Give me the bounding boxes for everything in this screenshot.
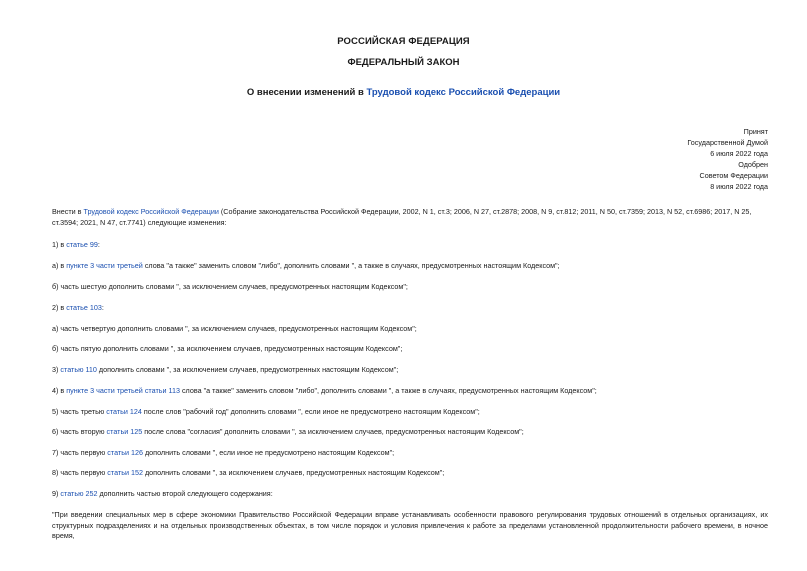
list-item: 2) в статье 103:: [52, 303, 104, 312]
list-item: 1) в статье 99:: [52, 240, 100, 249]
intro-code-link[interactable]: Трудовой кодекс Российской Федерации: [83, 207, 219, 216]
list-item: 3) статью 110 дополнить словами ", за исключением случаев, предусмотренных настоящим Кодексом";: [52, 365, 399, 374]
intro-paragraph: [52, 207, 768, 228]
final-paragraph: "При введении специальных мер в сфере экономики Правительство Российской Федерации вправе устанавливать особенности правового регулирования трудовых отношений в отдельных организациях, их структурных подразделениях и на отдельных производственных объектах, в том числе порядок и условия привлечения к работе за пределами установленной продолжительности рабочего времени, в ночное время,: [52, 510, 768, 540]
item-link[interactable]: статьи 125: [106, 427, 143, 436]
law-title-prefix: О внесении изменений в: [246, 87, 367, 98]
item-link[interactable]: статьи 126: [107, 448, 143, 457]
adoption-line: 8 июля 2022 года: [710, 182, 768, 191]
list-item: б) часть шестую дополнить словами ", за исключением случаев, предусмотренных настоящим Кодексом";: [52, 282, 408, 291]
item-link[interactable]: статье 99: [66, 240, 98, 249]
intro-rest: (Собрание законодательства Российской Федерации, 2002, N 1, ст.3; 2006, N 27, ст.2878; 2008, N 9, ст.812; 2011, N 50, ст.7359; 2013, N 52, ст.6986; 2017, N 25, ст.3594; 2021, N 47, ст.7741) следующие изменения:: [52, 207, 752, 227]
item-link[interactable]: статью 110: [60, 365, 97, 374]
list-item: а) часть четвертую дополнить словами ", за исключением случаев, предусмотренных настоящим Кодексом";: [52, 324, 417, 333]
adoption-line: Одобрен: [738, 160, 768, 169]
list-item: 4) в пункте 3 части третьей статьи 113 слова "а также" заменить словом "либо", дополнить словами ", а также в случаях, предусмотренных настоящим Кодексом";: [52, 386, 597, 395]
adoption-line: Государственной Думой: [687, 138, 768, 147]
item-link[interactable]: пункте 3 части третьей статьи 113: [66, 386, 180, 395]
labor-code-link[interactable]: Трудовой кодекс Российской Федерации: [366, 87, 561, 98]
item-link[interactable]: статье 103: [66, 303, 102, 312]
list-item: 7) часть первую статьи 126 дополнить словами ", если иное не предусмотрено настоящим Кодексом";: [52, 448, 395, 457]
adoption-line: Принят: [743, 127, 768, 136]
country-heading: РОССИЙСКАЯ ФЕДЕРАЦИЯ: [337, 36, 470, 47]
item-link[interactable]: статьи 124: [106, 407, 142, 416]
law-title: [0, 87, 807, 98]
intro-prefix: Внести в: [52, 207, 84, 216]
list-item: а) в пункте 3 части третьей слова "а также" заменить словом "либо", дополнить словами ", а также в случаях, предусмотренных настоящим Кодексом";: [52, 261, 560, 270]
item-link[interactable]: пункте 3 части третьей: [66, 261, 143, 270]
list-item: 6) часть вторую статьи 125 после слова "согласия" дополнить словами ", за исключением случаев, предусмотренных настоящим Кодексом";: [52, 427, 524, 436]
list-item: б) часть пятую дополнить словами ", за исключением случаев, предусмотренных настоящим Кодексом";: [52, 344, 403, 353]
adoption-line: 6 июля 2022 года: [710, 149, 768, 158]
list-item: 5) часть третью статьи 124 после слов "рабочий год" дополнить словами ", если иное не предусмотрено настоящим Кодексом";: [52, 407, 480, 416]
item-link[interactable]: статьи 152: [107, 468, 143, 477]
item-link[interactable]: статью 252: [60, 489, 98, 498]
list-item: 8) часть первую статьи 152 дополнить словами ", за исключением случаев, предусмотренных настоящим Кодексом";: [52, 468, 445, 477]
list-item: 9) статью 252 дополнить частью второй следующего содержания:: [52, 489, 273, 498]
adoption-block: [568, 126, 768, 192]
doc-type-heading: ФЕДЕРАЛЬНЫЙ ЗАКОН: [347, 57, 460, 68]
adoption-line: Советом Федерации: [699, 171, 768, 180]
